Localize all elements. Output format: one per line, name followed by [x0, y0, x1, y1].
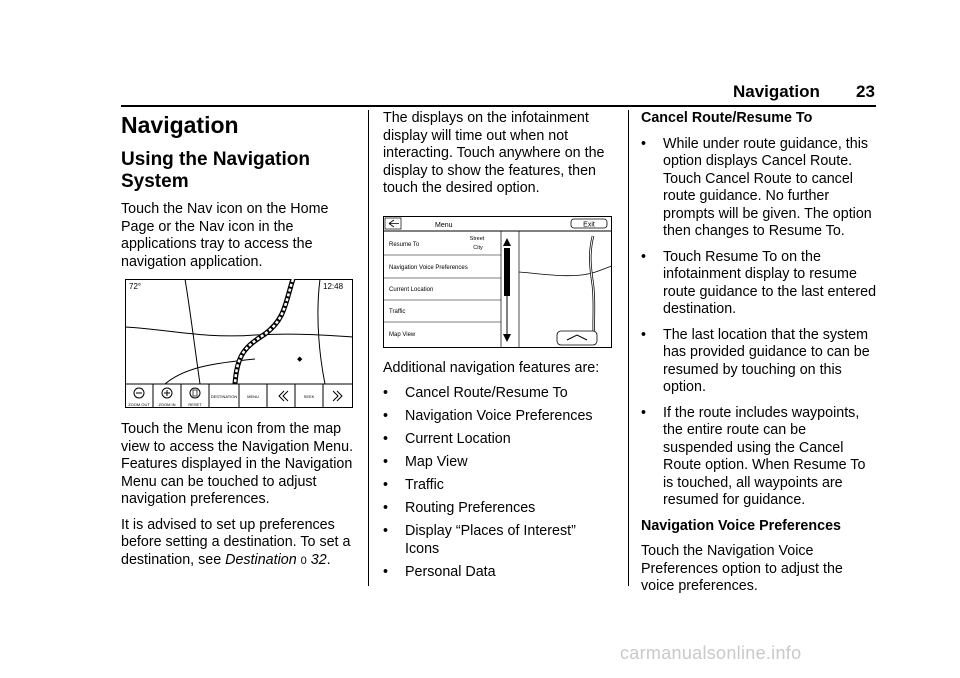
scroll-thumb[interactable] [504, 248, 510, 296]
vehicle-marker-icon: ◆ [297, 356, 303, 363]
map-clock: 12:48 [323, 282, 344, 291]
svg-text:ZOOM OUT: ZOOM OUT [128, 402, 150, 407]
intro-paragraph: Touch the Nav icon on the Home Page or the Nav icon in the applications tray to access the navigation application. [121, 201, 329, 270]
column-divider-2 [628, 110, 629, 586]
timeout-paragraph: The displays on the infotainment display will time out when not interacting. Touch anywhere on the display to show the features, then touch the desired option. [383, 110, 605, 196]
list-item: • Navigation Voice Preferences [383, 408, 593, 424]
menu-screen-title: Menu [435, 221, 453, 229]
seek-button[interactable] [304, 394, 315, 399]
section-heading: Using the Navigation System [121, 149, 310, 192]
svg-text:Map View: Map View [389, 331, 416, 338]
svg-text:SEEK: SEEK [303, 394, 315, 399]
destination-paragraph: It is advised to set up preferences before setting a destination. To set a destination, see Destination 0 32. [121, 516, 351, 568]
svg-text:ZOOM IN: ZOOM IN [158, 402, 176, 407]
list-item: • The last location that the system has provided guidance to can be resumed by touching on this option. [641, 326, 870, 395]
column-2 [383, 110, 623, 587]
svg-text:Exit: Exit [583, 221, 595, 228]
map-screen-illustration [125, 279, 355, 409]
header-rule [121, 105, 876, 107]
svg-text:Navigation Voice Preferences: Navigation Voice Preferences [389, 264, 468, 271]
list-item: • While under route guidance, this option displays Cancel Route. Touch Cancel Route to cancel route guidance. No further prompts will be given. The option then changes to Resume To. [641, 135, 872, 239]
cancel-route-heading: Cancel Route/Resume To [641, 110, 813, 126]
voice-preferences-heading: Navigation Voice Preferences [641, 517, 841, 534]
svg-text:DESTINATION: DESTINATION [210, 394, 238, 399]
svg-text:Traffic: Traffic [389, 308, 406, 315]
menu-paragraph: Touch the Menu icon from the map view to access the Navigation Menu. Features displayed in the Navigation Menu can be touched to adjust navigation preferences. [121, 421, 354, 507]
list-item: • Touch Resume To on the infotainment display to resume route guidance to the last entered destination. [641, 248, 877, 317]
running-header-title: Navigation [733, 82, 820, 101]
svg-text:MENU: MENU [247, 394, 259, 399]
features-intro: Additional navigation features are: [383, 359, 600, 376]
list-item: • Personal Data [383, 563, 496, 580]
svg-text:Resume To: Resume To [389, 241, 420, 248]
svg-text:City: City [473, 244, 483, 251]
menu-item-navigation-voice-preferences[interactable] [389, 265, 468, 271]
page-number: 23 [856, 82, 875, 101]
svg-text:Street: Street [469, 235, 485, 242]
list-item: • Traffic [383, 477, 444, 493]
map-view-toggle-button[interactable] [557, 331, 597, 345]
list-item: • Cancel Route/Resume To [383, 385, 568, 401]
list-item: • Current Location [383, 431, 511, 447]
column-1 [121, 110, 361, 578]
list-item: • Routing Preferences [383, 500, 536, 516]
chapter-title: Navigation [121, 112, 239, 138]
column-3 [641, 110, 879, 604]
map-temperature: 72° [129, 282, 142, 291]
menu-item-current-location[interactable] [389, 287, 433, 293]
list-item: • If the route includes waypoints, the entire route can be suspended using the Cancel Route option. When Resume To is touched, all waypoints are resumed for guidance. [641, 404, 866, 508]
menu-item-map-view[interactable] [389, 332, 416, 338]
watermark: carmanualsonline.info [620, 643, 802, 663]
page-ref-arrow-icon: 0 [300, 554, 307, 567]
menu-screen-illustration [383, 216, 613, 348]
destination-button[interactable] [211, 394, 238, 399]
destination-link[interactable]: Destination [225, 551, 297, 568]
voice-preferences-paragraph: Touch the Navigation Voice Preferences option to adjust the voice preferences. [641, 543, 843, 594]
list-item: • Map View [383, 454, 468, 470]
column-divider-1 [368, 110, 369, 586]
svg-text:RESET: RESET [188, 402, 202, 407]
cancel-route-list [641, 136, 879, 510]
menu-item-traffic[interactable] [389, 309, 405, 315]
list-item: • Display “Places of Interest” Icons [383, 523, 576, 557]
menu-button[interactable] [247, 394, 259, 399]
features-list [383, 385, 623, 581]
svg-text:Current Location: Current Location [389, 286, 434, 293]
